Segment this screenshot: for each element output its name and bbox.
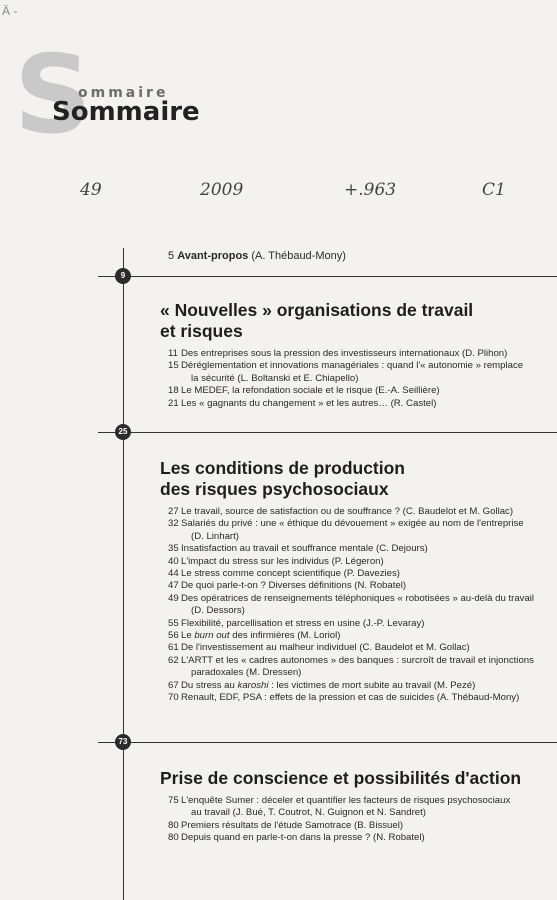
section-marker-3: 73 [115, 734, 131, 750]
toc-entry: 62 L'ARTT et les « cadres autonomes » des banques : surcroît de travail et injonctions paradoxales (M. Dressen) [168, 654, 534, 679]
section-prise-de-conscience [160, 768, 551, 845]
entry-author: (A. Thébaud-Mony) [248, 250, 346, 262]
section-title: Les conditions de production des risques psychosociaux [160, 458, 405, 499]
entry-page-number: 5 [168, 250, 175, 262]
handwritten-note-3: +.963 [344, 180, 397, 200]
section-conditions-production [160, 458, 551, 705]
toc-entry: 49 Des opératrices de renseignements téléphoniques « robotisées » au-delà du travail (D. Dessors) [168, 592, 535, 617]
timeline-vertical-line [123, 248, 124, 900]
scan-artifact: Ä - [2, 4, 18, 18]
section-divider-3 [98, 742, 557, 743]
section-title: Prise de conscience et possibilités d'action [160, 768, 522, 788]
toc-entry: 75 L'enquête Sumer : déceler et quantifier les facteurs de risques psychosociaux au travail (J. Bué, T. Coutrot, N. Guignon et N. Sandret) [168, 795, 511, 819]
section-divider-2 [98, 432, 557, 433]
toc-entry: 80 Premiers résultats de l'étude Samotrace (B. Bissuel) [168, 819, 404, 831]
toc-entry: 40 L'impact du stress sur les individus (P. Légeron) [168, 555, 384, 567]
toc-entry: 44 Le stress comme concept scientifique (P. Davezies) [168, 568, 400, 580]
section-marker-2: 25 [115, 424, 131, 440]
toc-entry: 21 Les « gagnants du changement » et les autres… (R. Castel) [168, 397, 437, 409]
toc-entry: 15 Déréglementation et innovations managériales : quand l'« autonomie » remplace la sécurité (L. Boltanski et E. Chiapello) [168, 360, 524, 384]
toc-entry: 67 Du stress au karoshi : les victimes de mort subite au travail (M. Pezé) [168, 679, 476, 691]
handwritten-note-1: 49 [80, 180, 102, 200]
page-title: Sommaire [52, 97, 200, 127]
toc-entry: 18 Le MEDEF, la refondation sociale et le risque (E.-A. Seillière) [168, 385, 440, 397]
section-nouvelles-organisations [160, 300, 551, 410]
toc-entry: 55 Flexibilité, parcellisation et stress en usine (J.-P. Levaray) [168, 617, 425, 629]
toc-entry: 11 Des entreprises sous la pression des investisseurs internationaux (D. Plihon) [168, 348, 508, 359]
avant-propos-entry [168, 250, 346, 262]
entry-title: Avant-propos [177, 250, 249, 262]
toc-entry: 61 De l'investissement au malheur individuel (C. Baudelot et M. Gollac) [168, 642, 470, 654]
handwritten-note-4: C1 [482, 180, 506, 200]
toc-entry: 27 Le travail, source de satisfaction ou de souffrance ? (C. Baudelot et M. Gollac) [168, 506, 514, 517]
title-small: ommaire [78, 85, 169, 101]
section-marker-1: 9 [115, 268, 131, 284]
toc-entry: 32 Salariés du privé : une « éthique du dévouement » exigée au nom de l'entreprise (D. Linhart) [168, 518, 524, 542]
page-header [0, 0, 557, 158]
toc-entry: 80 Depuis quand en parle-t-on dans la presse ? (N. Robatel) [168, 832, 425, 844]
logo-letter: S [14, 33, 88, 158]
toc-entry: 70 Renault, EDF, PSA : effets de la pression et cas de suicides (A. Thébaud-Mony) [168, 692, 520, 704]
handwritten-note-2: 2009 [200, 180, 244, 200]
section-divider-1 [98, 276, 557, 277]
toc-entry: 35 Insatisfaction au travail et souffrance mentale (C. Dejours) [168, 543, 428, 555]
toc-entry: 56 Le burn out des infirmières (M. Loriol) [168, 630, 341, 642]
section-title: « Nouvelles » organisations de travail et risques [160, 300, 474, 341]
toc-entry: 47 De quoi parle-t-on ? Diverses définitions (N. Robatel) [168, 580, 407, 592]
